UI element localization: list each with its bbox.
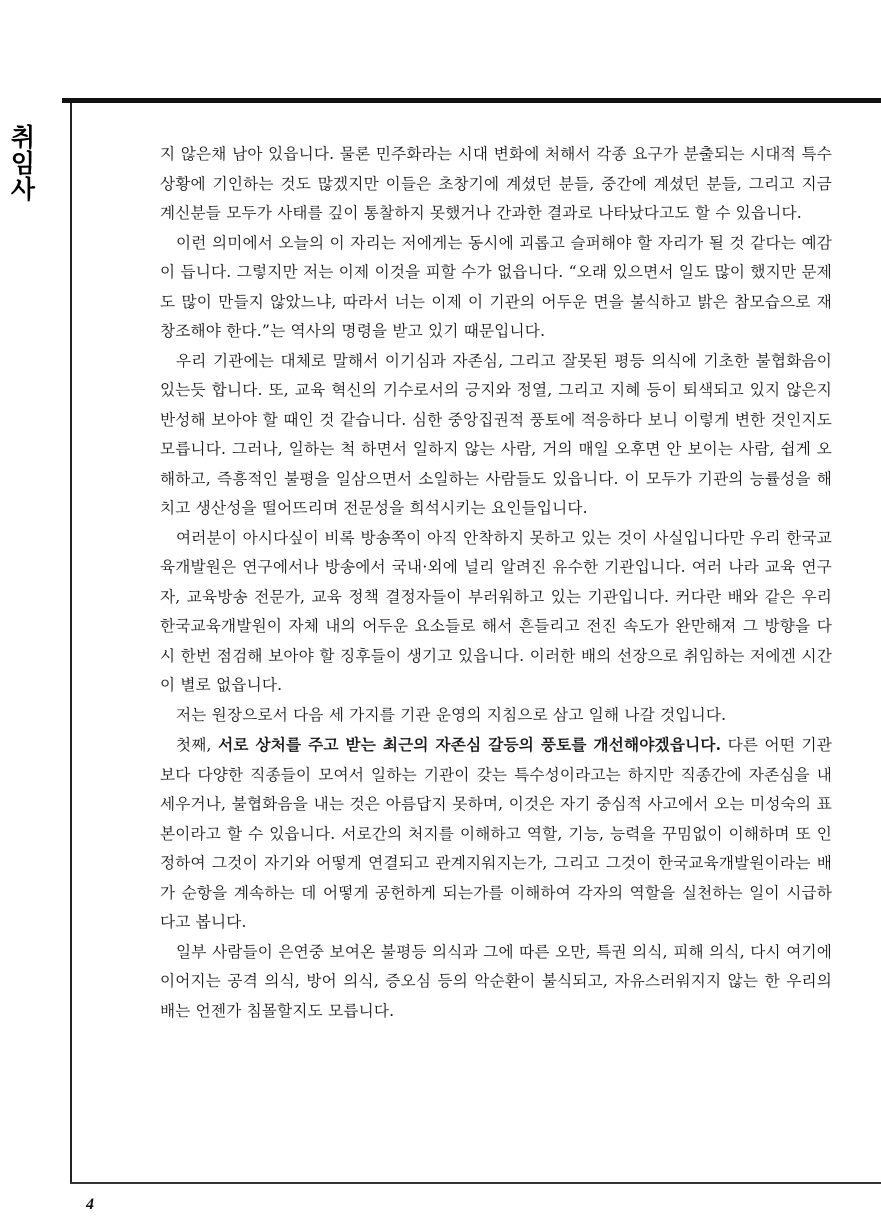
paragraph-emphasis: 서로 상처를 주고 받는 최근의 자존심 갈등의 풍토를 개선해야겠읍니다.: [218, 735, 722, 754]
paragraph: [160, 730, 832, 938]
paragraph: 우리 기관에는 대체로 말해서 이기심과 자존심, 그리고 잘못된 평등 의식에 기초한 불협화음이 있는듯 합니다. 또, 교육 혁신의 기수로서의 긍지와 정열, 그리고 지혜 등이 퇴색되고 있지 않은지 반성해 보아야 할 때인 것 같습니다. 심한 중앙집권적 풍토에 적응하다 보니 이렇게 변한 것인지도 모릅니다. 그러나, 일하는 척 하면서 일하지 않는 사람, 거의 매일 오후면 안 보이는 사람, 쉽게 오해하고, 즉흥적인 불평을 일삼으면서 소일하는 사람들도 있읍니다. 이 모두가 기관의 능률성을 해치고 생산성을 떨어뜨리며 전문성을 희석시키는 요인들입니다.: [160, 351, 832, 517]
section-label-char: 임: [10, 149, 36, 178]
section-label: [8, 125, 38, 203]
paragraph: 여러분이 아시다싶이 비록 방송쪽이 아직 안착하지 못하고 있는 것이 사실입니다만 우리 한국교육개발원은 연구에서나 방송에서 국내·외에 널리 알려진 유수한 기관입니다. 여러 나라 교육 연구자, 교육방송 전문가, 교육 정책 결정자들이 부러워하고 있는 기관입니다. 커다란 배와 같은 우리 한국교육개발원이 자체 내의 어두운 요소들로 해서 흔들리고 전진 속도가 완만해져 그 방향을 다시 한번 점검해 보아야 할 징후들이 생기고 있읍니다. 이러한 배의 선장으로 취임하는 저에겐 시간이 별로 없읍니다.: [160, 528, 832, 694]
section-label-char: 취: [10, 123, 36, 152]
bottom-rule: [70, 1182, 881, 1184]
body-text: [160, 140, 832, 1026]
paragraph: 이런 의미에서 오늘의 이 자리는 저에게는 동시에 괴롭고 슬퍼해야 할 자리가 될 것 같다는 예감이 듭니다. 그렇지만 저는 이제 이것을 피할 수가 없읍니다. “오래 있으면서 일도 많이 했지만 문제도 많이 만들지 않았느냐, 따라서 너는 이제 이 기관의 어두운 면을 불식하고 밝은 참모습으로 재창조해야 한다.”는 역사의 명령을 받고 있기 때문입니다.: [160, 233, 832, 340]
paragraph-rest: 다른 어떤 기관보다 다양한 직종들이 모여서 일하는 기관이 갖는 특수성이라고는 하지만 직종간에 자존심을 내 세우거나, 불협화음을 내는 것은 아름답지 못하며, 이것은 자기 중심적 사고에서 오는 미성숙의 표본이라고 할 수 있읍니다. 서로간의 처지를 이해하고 역할, 기능, 능력을 꾸밈없이 이해하며 또 인정하여 그것이 자기와 어떻게 연결되고 관계지워지는가, 그리고 그것이 한국교육개발원이라는 배가 순항을 계속하는 데 어떻게 공헌하게 되는가를 이해하여 각자의 역할을 실천하는 일이 시급하다고 봅니다.: [160, 736, 832, 931]
top-rule: [62, 98, 881, 103]
paragraph-lead: 첫째,: [176, 736, 219, 754]
section-label-char: 사: [10, 175, 36, 204]
paragraph: 지 않은채 남아 있읍니다. 물론 민주화라는 시대 변화에 처해서 각종 요구가 분출되는 시대적 특수 상황에 기인하는 것도 많겠지만 이들은 초창기에 계셨던 분들, 중간에 계셨던 분들, 그리고 지금 계신분들 모두가 사태를 깊이 통찰하지 못했거나 간과한 결과로 나타났다고도 할 수 있읍니다.: [160, 145, 832, 222]
left-margin-rule: [70, 103, 72, 1183]
paragraph: 일부 사람들이 은연중 보여온 불평등 의식과 그에 따른 오만, 특권 의식, 피해 의식, 다시 여기에 이어지는 공격 의식, 방어 의식, 증오심 등의 악순환이 불식되고, 자유스러워지지 않는 한 우리의 배는 언젠가 침몰할지도 모릅니다.: [160, 942, 832, 1020]
paragraph: 저는 원장으로서 다음 세 가지를 기관 운영의 지침으로 삼고 일해 나갈 것입니다.: [176, 705, 727, 724]
page-number: 4: [86, 1196, 94, 1213]
